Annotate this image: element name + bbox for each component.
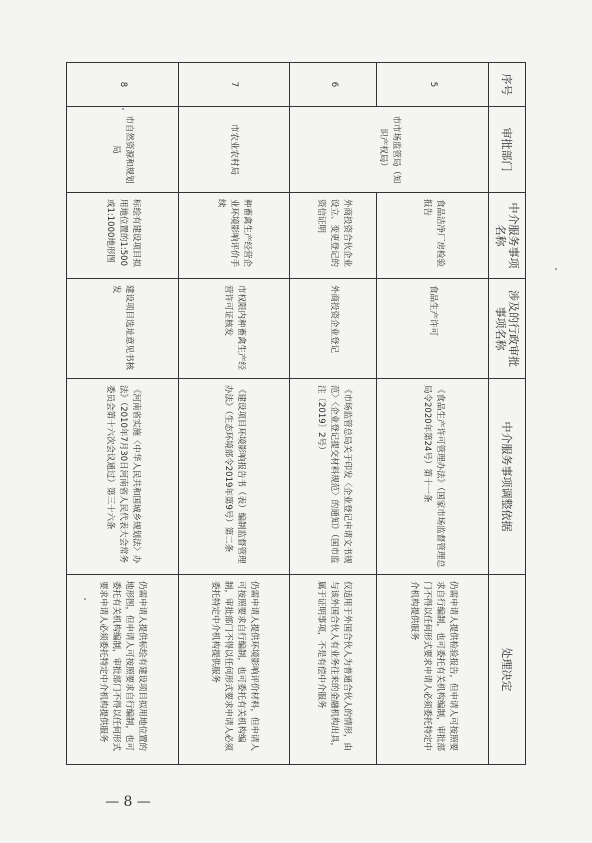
cell-service-name: 外商投资合伙企业设立、变更登记的资信证明	[290, 193, 377, 279]
table-row	[67, 63, 179, 765]
cell-dept: 市农业农村局	[178, 107, 290, 193]
cell-approval-item: 外商投资企业登记	[290, 279, 377, 379]
cell-approval-item: 市权限内种畜禽生产经营许可证核发	[178, 279, 290, 379]
cell-approval-item: 建设项目选址意见书核发	[67, 279, 179, 379]
header-approval-item: 涉及的行政审批事项名称	[489, 279, 526, 379]
cell-service-name: 种畜禽生产经营企业环境影响评价手续	[178, 193, 290, 279]
cell-seq: 5	[377, 63, 489, 107]
cell-seq: 7	[178, 63, 290, 107]
header-row	[489, 63, 526, 765]
cell-basis: 《河南省实施〈中华人民共和国城乡规划法〉办法》（2010年7月30日河南省人民代表大会常务委员会第十六次会议通过）第三十六条	[67, 379, 179, 575]
header-basis: 中介服务事项调整依据	[489, 379, 526, 575]
page-number: — 8 —	[105, 794, 151, 810]
cell-basis: 《市场监管总局关于印发〈企业登记申请文书规范〉〈企业登记提交材料规范〉的通知》（国市监注〔2019〕2号）	[290, 379, 377, 575]
header-seq: 序号	[489, 63, 526, 107]
cell-decision: 仅适用于外国合伙人为普通合伙人的情形，由与该外国合伙人有业务往来的金融机构出具，属于证明事项，不是有偿中介服务	[290, 575, 377, 765]
cell-basis: 《建设项目环境影响报告书（表）编制监督管理办法》（生态环境部令2019年第9号）第二条	[178, 379, 290, 575]
header-dept: 审批部门	[489, 107, 526, 193]
cell-dept: 市自然资源和规划局	[67, 107, 179, 193]
cell-basis: 《食品生产许可管理办法》（国家市场监督管理总局令2020年第24号）第十一条	[377, 379, 489, 575]
cell-approval-item: 食品生产许可	[377, 279, 489, 379]
cell-decision: 仍需申请人提供环境影响评价材料，但申请人可按照要求自行编制，也可委托有关机构编制，审批部门不得以任何形式要求申请人必须委托特定中介机构提供服务	[178, 575, 290, 765]
header-decision: 处理决定	[489, 575, 526, 765]
table-region	[66, 62, 526, 764]
cell-service-name: 食品洁净厂房检验报告	[377, 193, 489, 279]
scan-speck	[84, 598, 86, 600]
adjustment-table	[66, 62, 526, 765]
header-service-name: 中介服务事项名称	[489, 193, 526, 279]
cell-decision: 仍需申请人提供检验报告，但申请人可按照要求自行编制，也可委托有关机构编制，审批部门不得以任何形式要求申请人必须委托特定中介机构提供服务	[377, 575, 489, 765]
cell-seq: 6	[290, 63, 377, 107]
cell-service-name: 标绘有建设项目拟用地位置的1:500或1:1000地形图	[67, 193, 179, 279]
scan-speck	[122, 108, 124, 110]
scan-speck	[555, 268, 557, 270]
cell-seq: 8	[67, 63, 179, 107]
table-row	[178, 63, 290, 765]
cell-decision: 仍需申请人提供标绘有建设项目拟用地位置的地形图，但申请人可按照要求自行编制，也可委托有关机构编制，审批部门不得以任何形式要求申请人必须委托特定中介机构提供服务	[67, 575, 179, 765]
cell-dept: 市市场监管局（知识产权局）	[290, 107, 489, 193]
table-row	[377, 63, 489, 765]
